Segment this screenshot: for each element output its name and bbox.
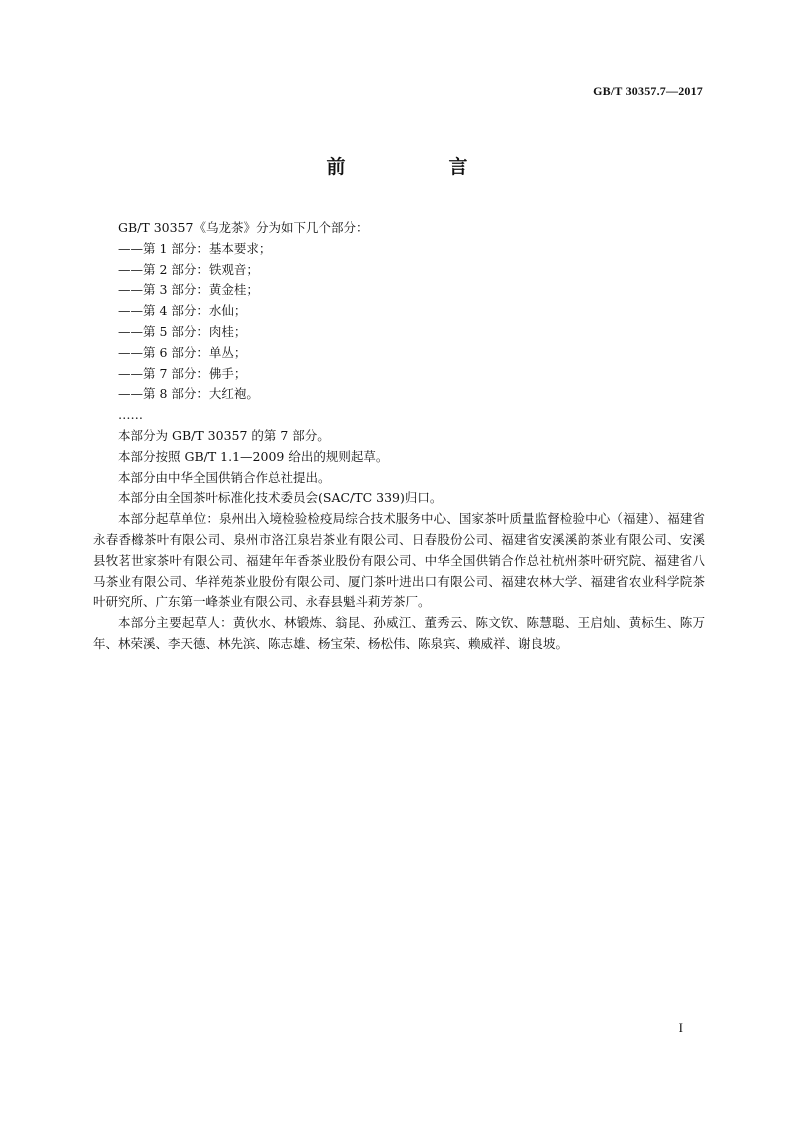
intro-line: GB/T 30357《乌龙茶》分为如下几个部分： <box>118 220 369 235</box>
drafting-units-paragraph: 本部分起草单位：泉州出入境检验检疫局综合技术服务中心、国家茶叶质量监督检验中心（福建）、福建省永春香橼茶叶有限公司、泉州市洛江泉岩茶业有限公司、日春股份公司、福建省安溪溪韵茶业有限公司、安溪县牧茗世家茶叶有限公司、福建年年香茶业股份有限公司、中华全国供销合作总社杭州茶叶研究院、福建省八马茶业有限公司、华祥苑茶业股份有限公司、厦门茶叶进出口有限公司、福建农林大学、福建省农业科学院茶叶研究所、广东第一峰茶业有限公司、永春县魁斗莉芳茶厂。 <box>93 511 705 610</box>
list-item: ——第 5 部分：肉桂； <box>118 323 247 339</box>
statement-proposer: 本部分由中华全国供销合作总社提出。 <box>118 469 331 485</box>
ellipsis: …… <box>118 407 143 423</box>
statement-committee: 本部分由全国茶叶标准化技术委员会(SAC/TC 339)归口。 <box>118 490 443 506</box>
list-item: ——第 6 部分：单丛； <box>118 344 247 360</box>
list-item: ——第 3 部分：黄金桂； <box>118 282 259 298</box>
list-item: ——第 7 部分：佛手； <box>118 365 247 381</box>
list-item: ——第 2 部分：铁观音； <box>118 261 259 277</box>
drafters-paragraph: 本部分主要起草人：黄伙水、林锻炼、翁昆、孙威江、董秀云、陈文钦、陈慧聪、王启灿、黄标生、陈万年、林荣溪、李天德、林先滨、陈志雄、杨宝荣、杨松伟、陈泉宾、赖威祥、谢良坡。 <box>93 615 705 651</box>
list-item: ——第 8 部分：大红袍。 <box>118 386 259 402</box>
standard-code: GB/T 30357.7—2017 <box>593 84 703 98</box>
foreword-body <box>93 218 705 655</box>
list-item: ——第 1 部分：基本要求； <box>118 240 272 256</box>
parts-list <box>93 239 705 405</box>
statement-drafting-rules: 本部分按照 GB/T 1.1—2009 给出的规则起草。 <box>118 448 389 464</box>
page-number: I <box>678 1020 683 1035</box>
statement-part-number: 本部分为 GB/T 30357 的第 7 部分。 <box>118 427 330 443</box>
page-title: 前 言 <box>326 156 510 178</box>
list-item: ——第 4 部分：水仙； <box>118 303 247 319</box>
